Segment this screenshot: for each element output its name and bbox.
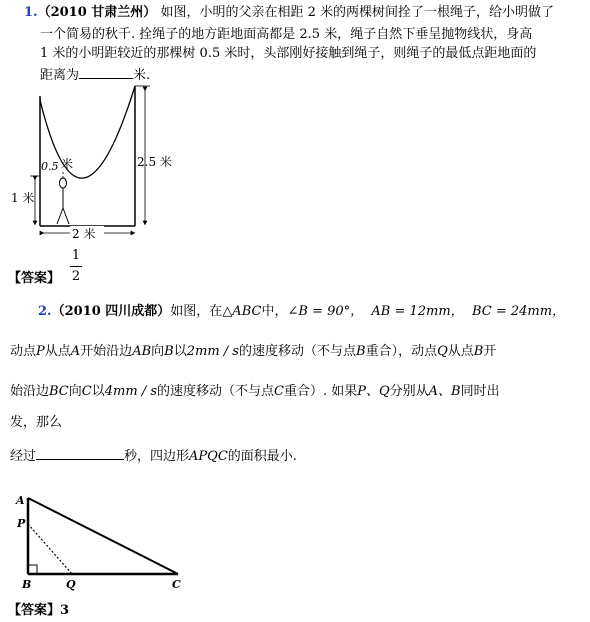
- q2-answer-blank: [36, 445, 124, 460]
- q1-text-line2: 一个简易的秋千. 拴绳子的地方距地面高都是 2.5 米，绳子自然下垂呈抛物线状，身高: [40, 27, 533, 42]
- q2-line1: 2.（2010 四川成都）如图，在△ABC中，∠B = 90°， AB = 12mm， BC = 24mm，: [38, 304, 566, 319]
- person-head: [60, 178, 67, 188]
- q1-answer-label: 【答案】: [8, 271, 61, 286]
- q1-line1: [24, 4, 554, 22]
- q1-text-line1: 如图，小明的父亲在相距 2 米的两棵树间拴了一根绳子，给小明做了: [160, 5, 554, 20]
- person-leg: [63, 208, 69, 224]
- label-height: 2.5 米: [137, 155, 172, 169]
- label-1m: 1 米: [11, 191, 35, 205]
- right-angle-mark: [28, 565, 37, 574]
- label-mi-top: 米: [61, 157, 74, 171]
- q2-line5: 经过 秒，四边形APQC的面积最小.: [10, 445, 297, 466]
- vertex-b: B: [22, 578, 32, 591]
- segment-pq: [28, 524, 72, 574]
- q2-number: 2.: [38, 304, 52, 319]
- side-ac: [28, 498, 178, 574]
- q1-text-line3: 1 米的小明距较近的那棵树 0.5 米时，头部刚好接触到绳子，则绳子的最低点距地面的: [40, 46, 537, 61]
- person-leg: [57, 208, 63, 224]
- label-2m: 2 米: [72, 227, 96, 241]
- q1-number: 1.: [24, 5, 38, 20]
- fraction-numerator: 1: [71, 248, 81, 263]
- q1-figure: [8, 78, 183, 246]
- q2-line2: 动点P从点A开始沿边AB向B以2mm / s的速度移动（不与点B重合），动点Q从点B开: [10, 344, 497, 359]
- q2-answer-label: 【答案】: [8, 603, 61, 618]
- point-q: Q: [66, 578, 76, 591]
- label-half: 0.5: [41, 160, 59, 173]
- vertex-a: A: [16, 494, 25, 507]
- fraction-denominator: 2: [71, 269, 81, 284]
- q2-answer-value: 3: [60, 603, 70, 618]
- q2-line4: 发，那么: [10, 415, 63, 430]
- q2-figure: [10, 484, 186, 596]
- vertex-c: C: [172, 578, 181, 591]
- q1-answer-fraction: [70, 248, 82, 285]
- point-p: P: [17, 517, 26, 530]
- q2-line3: 始沿边BC向C以4mm / s的速度移动（不与点C重合）. 如果P、Q分别从A、B同时出: [10, 384, 500, 399]
- q1-text-line4: 距离为 米.: [40, 64, 150, 85]
- q2-answer: [8, 602, 69, 620]
- q1-source: （2010 甘肃兰州）: [37, 5, 157, 20]
- q2-source: （2010 四川成都）: [51, 304, 171, 319]
- q1-answer-blank: [79, 64, 133, 79]
